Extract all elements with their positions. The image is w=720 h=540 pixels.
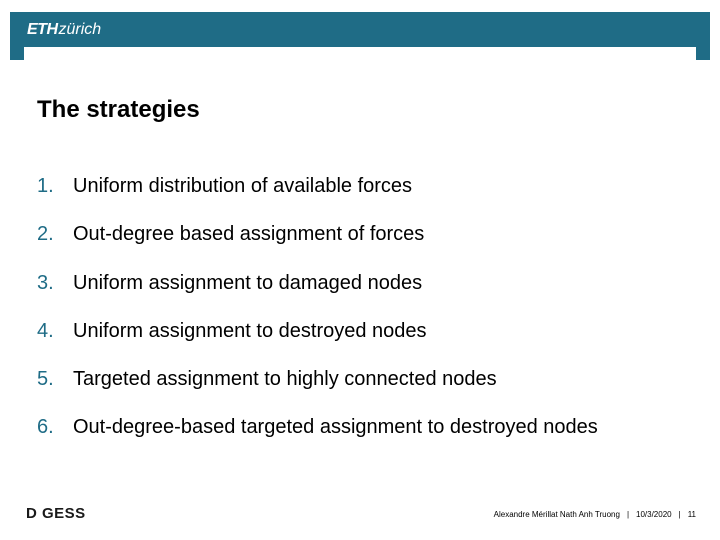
list-item (37, 366, 598, 414)
item-number: 5. (37, 368, 54, 391)
item-text: Uniform assignment to damaged nodes (73, 271, 423, 294)
item-number: 3. (37, 271, 54, 294)
list-item (37, 221, 598, 269)
footer-page-number: 11 (687, 510, 696, 519)
item-text: Targeted assignment to highly connected nodes (73, 368, 497, 391)
list-item (37, 173, 598, 221)
header-edge-right (696, 47, 710, 60)
item-text: Uniform distribution of available forces (73, 175, 413, 197)
footer-separator: | (678, 510, 681, 519)
list-item (37, 414, 598, 462)
header-bar (10, 12, 710, 47)
footer-info (494, 510, 696, 519)
strategy-list (37, 173, 598, 463)
list-item (37, 318, 598, 366)
footer-authors: Alexandre Mérillat Nath Anh Truong (493, 510, 620, 519)
dgess-logo: D GESS (26, 505, 86, 522)
item-number: 2. (37, 223, 54, 246)
slide-title: The strategies (37, 96, 200, 123)
list-item (37, 270, 598, 318)
eth-logo (27, 21, 101, 39)
footer-date: 10/3/2020 (636, 510, 672, 519)
logo-eth-text: ETH (27, 21, 58, 38)
footer-separator: | (626, 510, 630, 519)
item-number: 4. (37, 319, 54, 342)
item-number: 1. (37, 175, 54, 197)
item-text: Out-degree-based targeted assignment to destroyed nodes (73, 416, 598, 439)
item-text: Out-degree based assignment of forces (73, 223, 425, 246)
item-text: Uniform assignment to destroyed nodes (73, 319, 427, 342)
logo-zurich-text: zürich (58, 21, 102, 38)
item-number: 6. (37, 416, 54, 439)
header-edge-left (10, 47, 24, 60)
